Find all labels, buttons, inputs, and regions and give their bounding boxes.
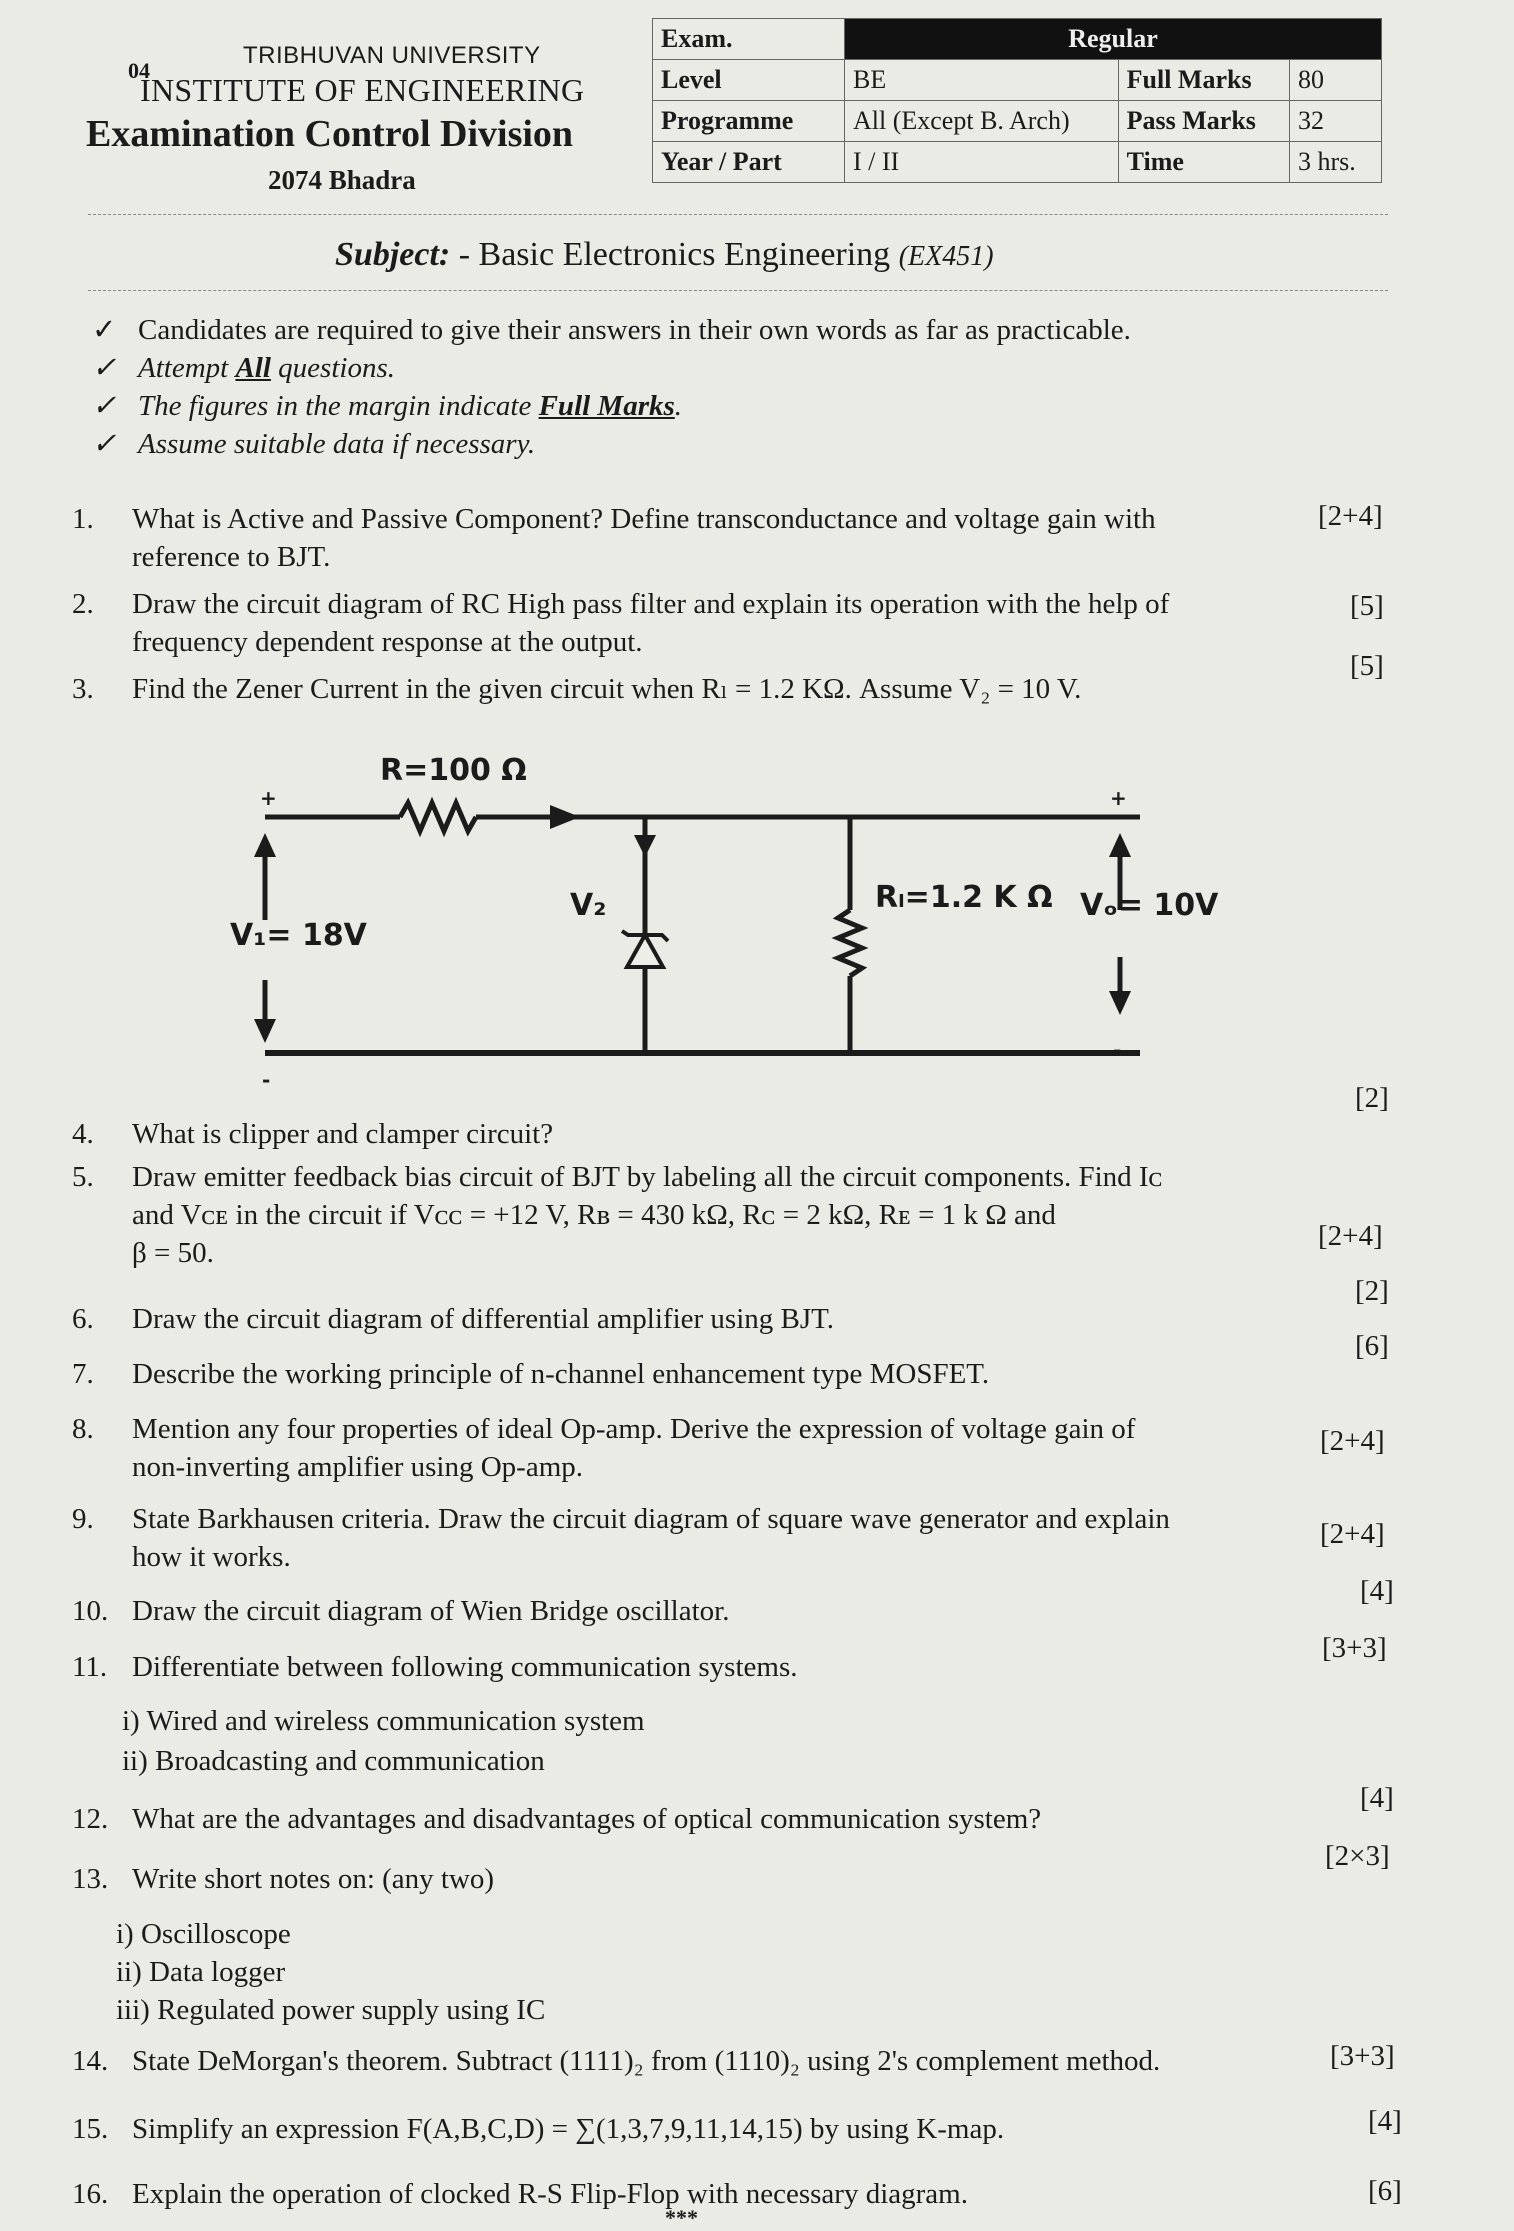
zener-voltage-label: V₂ xyxy=(570,888,607,923)
exam-label: Exam. xyxy=(653,19,845,60)
question-16: 16. Explain the operation of clocked R-S Flip-Flop with necessary diagram. xyxy=(72,2178,968,2210)
marks: [4] xyxy=(1368,2105,1402,2137)
question-13: 13. Write short notes on: (any two) xyxy=(72,1863,495,1895)
question-2: 2. Draw the circuit diagram of RC High pass filter and explain its operation with the help of frequency dependent response at the output. xyxy=(72,588,1170,658)
question-1: 1. What is Active and Passive Component? Define transconductance and voltage gain with reference to BJT. xyxy=(72,503,1156,573)
marks: [4] xyxy=(1360,1575,1394,1607)
check-icon: ✓ xyxy=(92,390,117,422)
pass-marks-label: Pass Marks xyxy=(1118,101,1289,142)
marks: [2] xyxy=(1355,1082,1389,1114)
time-label: Time xyxy=(1118,142,1289,183)
university-name: TRIBHUVAN UNIVERSITY xyxy=(243,42,541,69)
level-value: BE xyxy=(845,60,1119,101)
year-part-value: I / II xyxy=(845,142,1119,183)
exam-meta-table xyxy=(652,18,1382,183)
question-8: 8. Mention any four properties of ideal Op-amp. Derive the expression of voltage gain of non-inverting amplifier using Op-amp. xyxy=(72,1413,1136,1483)
paper-code: 04 xyxy=(128,58,150,83)
current-arrow xyxy=(550,805,580,829)
question-9: 9. State Barkhausen criteria. Draw the circuit diagram of square wave generator and explain how it works. xyxy=(72,1503,1170,1573)
question-15: 15. Simplify an expression F(A,B,C,D) = ∑(1,3,7,9,11,14,15) by using K-map. xyxy=(72,2113,1005,2145)
load-resistor-label: Rₗ=1.2 K Ω xyxy=(875,880,1053,915)
zener-diode-symbol xyxy=(627,935,663,967)
sub-item: i) Oscilloscope xyxy=(116,1918,291,1950)
arrow-up-icon xyxy=(1109,833,1131,857)
sub-item: iii) Regulated power supply using IC xyxy=(116,1994,546,2026)
end-mark: *** xyxy=(665,2205,698,2230)
check-icon: ✓ xyxy=(92,428,117,460)
question-7: 7. Describe the working principle of n-channel enhancement type MOSFET. xyxy=(72,1358,990,1390)
arrow-down-icon xyxy=(254,1019,276,1043)
question-14: 14. State DeMorgan's theorem. Subtract (1111)₂ from (1110)₂ using 2's complement method. xyxy=(72,2045,1161,2077)
full-marks-value: 80 xyxy=(1290,60,1382,101)
subject-name: - Basic Electronics Engineering xyxy=(458,236,891,273)
full-marks-label: Full Marks xyxy=(1118,60,1289,101)
marks: [6] xyxy=(1355,1330,1389,1362)
marks: [4] xyxy=(1360,1782,1394,1814)
minus-sign: - xyxy=(262,1068,271,1092)
subject-line xyxy=(335,236,994,274)
question-3: 3. Find the Zener Current in the given circuit when Rₗ = 1.2 KΩ. Assume V₂ = 10 V. xyxy=(72,673,1082,705)
marks: [5] xyxy=(1350,650,1384,682)
plus-sign: + xyxy=(1110,786,1127,810)
marks: [2] xyxy=(1355,1275,1389,1307)
marks: [6] xyxy=(1368,2175,1402,2207)
sub-item: ii) Broadcasting and communication xyxy=(122,1745,545,1777)
marks: [2×3] xyxy=(1325,1840,1390,1872)
marks: [3+3] xyxy=(1322,1632,1387,1664)
arrow-down-icon xyxy=(1109,991,1131,1015)
subject-code: (EX451) xyxy=(898,241,994,272)
minus-sign: - xyxy=(1113,1038,1122,1062)
level-label: Level xyxy=(653,60,845,101)
exam-value: Regular xyxy=(845,19,1382,60)
instruction-item: ✓ Candidates are required to give their answers in their own words as far as practicable. xyxy=(92,314,1131,346)
instruction-item: ✓ Attempt All questions. xyxy=(92,352,395,384)
arrow-up-icon xyxy=(254,833,276,857)
question-11: 11. Differentiate between following communication systems. xyxy=(72,1651,798,1683)
pass-marks-value: 32 xyxy=(1290,101,1382,142)
question-12: 12. What are the advantages and disadvantages of optical communication system? xyxy=(72,1803,1042,1835)
marks: [2+4] xyxy=(1320,1518,1385,1550)
marks: [2+4] xyxy=(1318,1220,1383,1252)
divider xyxy=(88,290,1388,291)
check-icon: ✓ xyxy=(92,314,117,346)
question-6: 6. Draw the circuit diagram of differential amplifier using BJT. xyxy=(72,1303,834,1335)
question-4: 4. What is clipper and clamper circuit? xyxy=(72,1118,554,1150)
exam-session: 2074 Bhadra xyxy=(268,165,416,195)
zener-circuit-diagram xyxy=(220,735,1219,1095)
input-voltage-label: V₁= 18V xyxy=(230,918,367,953)
subject-label: Subject: xyxy=(335,236,451,273)
instruction-item: ✓ The figures in the margin indicate Full Marks. xyxy=(92,390,683,422)
programme-value: All (Except B. Arch) xyxy=(845,101,1119,142)
current-arrow xyxy=(634,835,656,857)
question-10: 10. Draw the circuit diagram of Wien Bridge oscillator. xyxy=(72,1595,730,1627)
division-name: Examination Control Division xyxy=(86,113,574,155)
sub-item: i) Wired and wireless communication system xyxy=(122,1705,645,1737)
time-value: 3 hrs. xyxy=(1290,142,1382,183)
resistor-label: R=100 Ω xyxy=(380,753,527,788)
output-voltage-label: Vₒ= 10V xyxy=(1080,888,1219,923)
question-5: 5. Draw emitter feedback bias circuit of BJT by labeling all the circuit components. Find Iᴄ and Vᴄᴇ in the circuit if Vᴄᴄ = +12 V, Rʙ = 430 kΩ, Rᴄ = 2 kΩ, Rᴇ = 1 k Ω and β = 50. xyxy=(72,1161,1163,1269)
marks: [2+4] xyxy=(1320,1425,1385,1457)
divider xyxy=(88,214,1388,215)
marks: [3+3] xyxy=(1330,2040,1395,2072)
load-resistor-symbol xyxy=(838,910,862,976)
instruction-item: ✓ Assume suitable data if necessary. xyxy=(92,428,536,460)
year-part-label: Year / Part xyxy=(653,142,845,183)
resistor-symbol xyxy=(400,803,476,831)
check-icon: ✓ xyxy=(92,352,117,384)
programme-label: Programme xyxy=(653,101,845,142)
plus-sign: + xyxy=(260,786,277,810)
institute-name: INSTITUTE OF ENGINEERING xyxy=(140,72,585,108)
marks: [5] xyxy=(1350,590,1384,622)
marks: [2+4] xyxy=(1318,500,1383,532)
sub-item: ii) Data logger xyxy=(116,1956,286,1988)
